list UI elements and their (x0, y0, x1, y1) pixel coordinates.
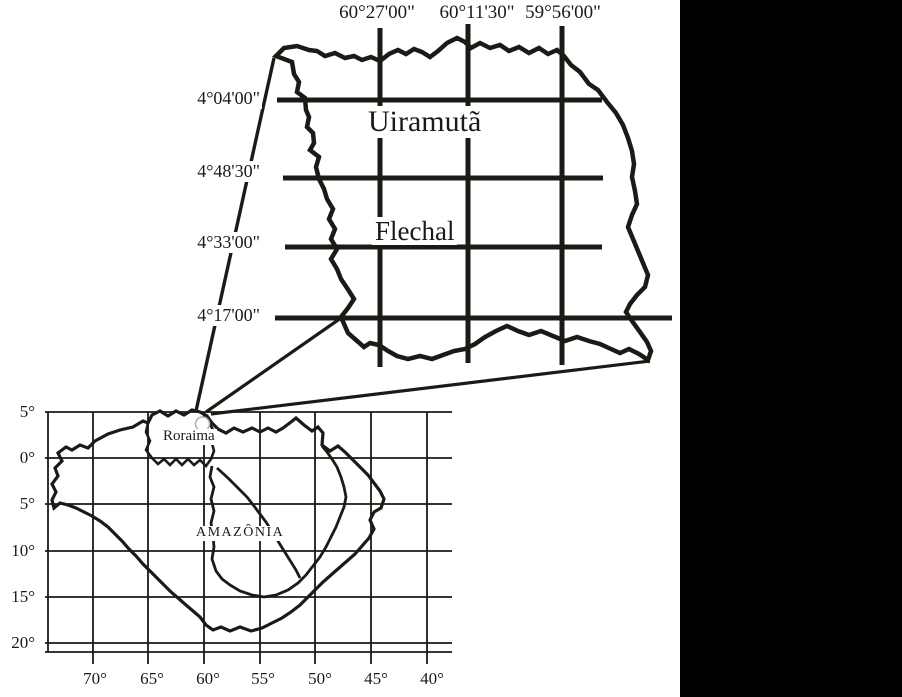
zoom-connector-line-right (211, 361, 650, 414)
municipality-outline (276, 38, 651, 360)
roraima-label: Roraima (163, 428, 215, 444)
overview-longitude-label: 55° (251, 669, 275, 688)
inset-longitude-label: 60°11'30" (439, 2, 515, 23)
amazonia-inner-border (217, 468, 300, 578)
overview-latitude-label: 0° (2, 449, 36, 467)
overview-latitude-label: 15° (2, 588, 36, 606)
amazonia-label: AMAZÔNIA (196, 525, 285, 540)
overview-longitude-label: 70° (83, 669, 107, 688)
overview-latitude-label: 10° (2, 542, 36, 560)
inset-longitude-label: 60°27'00" (339, 2, 415, 23)
inset-latitude-label: 4°17'00" (176, 305, 262, 326)
overview-longitude-label: 60° (196, 669, 220, 688)
uiramuta-label: Uiramutã (365, 106, 484, 138)
inset-grid-lines (275, 24, 672, 367)
overview-latitude-label: 5° (2, 403, 36, 421)
amazonia-boundary (210, 446, 346, 597)
overview-latitude-label: 20° (2, 634, 36, 652)
inset-latitude-label: 4°33'00" (176, 232, 262, 253)
overview-latitude-label: 5° (2, 495, 36, 513)
overview-longitude-label: 40° (420, 669, 444, 688)
inset-longitude-label: 59°56'00" (525, 2, 601, 23)
flechal-label: Flechal (372, 217, 457, 245)
right-black-bar (680, 0, 902, 697)
overview-longitude-label: 45° (364, 669, 388, 688)
overview-longitude-label: 50° (308, 669, 332, 688)
zoom-connector-line-middle (206, 318, 341, 412)
inset-latitude-label: 4°04'00" (176, 88, 262, 109)
inset-latitude-label: 4°48'30" (176, 161, 262, 182)
overview-longitude-label: 65° (140, 669, 164, 688)
